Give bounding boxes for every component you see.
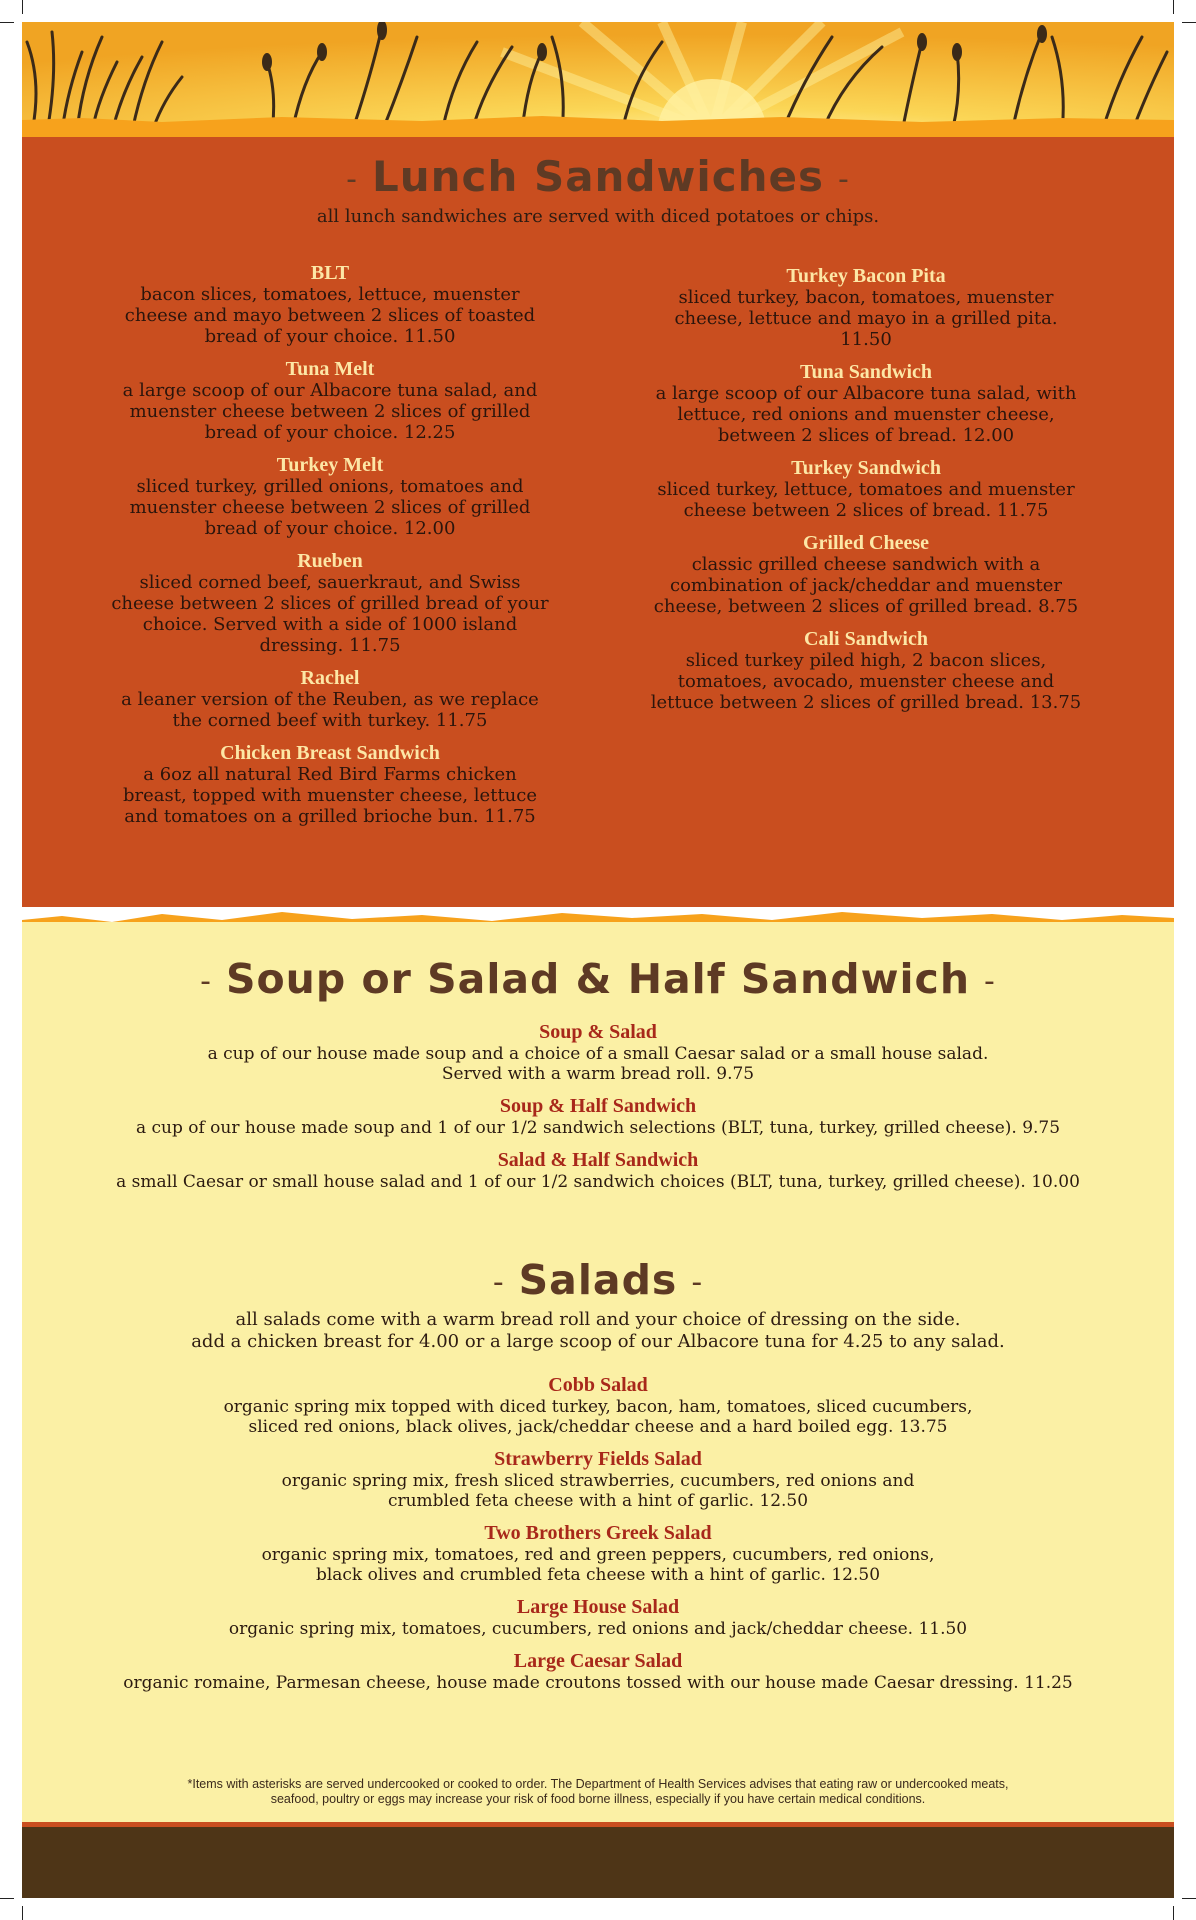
menu-item-name: Large House Salad <box>516 1596 680 1618</box>
menu-item-description: sliced turkey, bacon, tomatoes, muenster cheese, lettuce and mayo in a grilled pita. 11.50 <box>674 287 1058 350</box>
crop-mark <box>0 1898 14 1899</box>
menu-item-name: Cali Sandwich <box>804 628 928 650</box>
menu-item-description-line: organic spring mix, tomatoes, red and green peppers, cucumbers, red onions, <box>261 1545 935 1565</box>
menu-item-description-line: organic spring mix, tomatoes, cucumbers, red onions and jack/cheddar cheese. 11.50 <box>228 1619 968 1639</box>
menu-item-description: sliced turkey piled high, 2 bacon slices, tomatoes, avocado, muenster cheese and lettuce between 2 slices of grilled bread. 13.75 <box>650 650 1082 713</box>
menu-item-description: sliced turkey, grilled onions, tomatoes and muenster cheese between 2 slices of grilled bread of your choice. 12.00 <box>129 476 531 539</box>
menu-item-name: Rueben <box>297 550 363 572</box>
sunset-grass-illustration <box>22 22 1174 147</box>
salads-title-text: Salads <box>518 1256 678 1304</box>
footer-band <box>22 1827 1174 1898</box>
menu-item <box>646 532 1086 617</box>
menu-item-description-line: black olives and crumbled feta cheese with a hint of garlic. 12.50 <box>315 1565 881 1585</box>
soup-title <box>22 954 1174 1007</box>
menu-item-name: Cobb Salad <box>548 1374 648 1396</box>
menu-item <box>646 361 1086 446</box>
title-dash: - <box>838 161 850 197</box>
menu-item-description-line: crumbled feta cheese with a hint of garlic. 12.50 <box>387 1491 809 1511</box>
menu-item <box>646 265 1086 350</box>
crop-mark <box>22 1906 23 1920</box>
menu-item-description-line: organic romaine, Parmesan cheese, house made croutons tossed with our house made Caesar dressing. 11.25 <box>123 1673 1073 1693</box>
crop-mark <box>1173 1906 1174 1920</box>
menu-item <box>110 262 550 347</box>
salads-intro-line-2: add a chicken breast for 4.00 or a large scoop of our Albacore tuna for 4.25 to any salad. <box>191 1331 1005 1352</box>
disclaimer-line-2: seafood, poultry or eggs may increase your risk of food borne illness, especially if you have certain medical conditions. <box>270 1792 926 1806</box>
menu-item-description-line: a cup of our house made soup and a choice of a small Caesar salad or a small house salad. <box>207 1044 989 1064</box>
salad-items <box>22 1373 1174 1703</box>
menu-item-description-line: sliced red onions, black olives, jack/cheddar cheese and a hard boiled egg. 13.75 <box>248 1417 948 1437</box>
menu-item <box>22 1373 1174 1437</box>
menu-item-description-line: organic spring mix topped with diced turkey, bacon, ham, tomatoes, sliced cucumbers, <box>223 1397 973 1417</box>
menu-item-name: Tuna Melt <box>285 358 375 380</box>
menu-item <box>110 358 550 443</box>
sunset-grass-banner <box>22 22 1174 142</box>
crop-mark <box>1182 1898 1196 1899</box>
crop-mark <box>22 0 23 14</box>
lunch-subtitle: all lunch sandwiches are served with diced potatoes or chips. <box>316 206 880 227</box>
crop-mark <box>1182 22 1196 23</box>
menu-item-name: Rachel <box>300 667 360 689</box>
salads-title <box>22 1255 1174 1308</box>
menu-item <box>110 742 550 827</box>
menu-item <box>646 457 1086 521</box>
menu-item <box>646 628 1086 713</box>
menu-item <box>22 1020 1174 1084</box>
title-dash: - <box>691 1265 704 1300</box>
menu-item-name: Soup & Salad <box>539 1021 657 1043</box>
menu-item-name: Strawberry Fields Salad <box>494 1448 702 1470</box>
soup-items <box>22 1020 1174 1202</box>
title-dash: - <box>200 964 212 999</box>
menu-item-name: Turkey Sandwich <box>791 457 941 479</box>
menu-item-name: Turkey Bacon Pita <box>786 265 946 287</box>
menu-item-name: BLT <box>310 262 350 284</box>
menu-page <box>22 22 1174 1898</box>
menu-item-description: a large scoop of our Albacore tuna salad, with lettuce, red onions and muenster cheese, between 2 slices of bread. 12.00 <box>655 383 1077 446</box>
soup-title-text: Soup or Salad & Half Sandwich <box>225 955 971 1003</box>
menu-item-description: a large scoop of our Albacore tuna salad, and muenster cheese between 2 slices of grilled bread of your choice. 12.25 <box>122 380 538 443</box>
menu-item-description: sliced turkey, lettuce, tomatoes and muenster cheese between 2 slices of bread. 11.75 <box>657 479 1075 521</box>
menu-item-description: sliced corned beef, sauerkraut, and Swiss cheese between 2 slices of grilled bread of your choice. Served with a side of 1000 island dressing. 11.75 <box>111 572 549 656</box>
title-dash: - <box>984 964 996 999</box>
menu-item-description: a 6oz all natural Red Bird Farms chicken breast, topped with muenster cheese, lettuce and tomatoes on a grilled brioche bun. 11.75 <box>122 764 538 827</box>
health-disclaimer <box>22 1777 1174 1807</box>
menu-item-description-line: a cup of our house made soup and 1 of our 1/2 sandwich selections (BLT, tuna, turkey, grilled cheese). 9.75 <box>135 1118 1061 1138</box>
menu-item-name: Turkey Melt <box>276 454 384 476</box>
menu-item-name: Salad & Half Sandwich <box>497 1149 699 1171</box>
menu-item <box>22 1094 1174 1138</box>
lunch-title <box>22 152 1174 205</box>
menu-item-description-line: organic spring mix, fresh sliced strawberries, cucumbers, red onions and <box>281 1471 915 1491</box>
menu-item <box>22 1595 1174 1639</box>
menu-item-name: Grilled Cheese <box>802 532 930 554</box>
title-dash: - <box>492 1265 505 1300</box>
menu-item-description: classic grilled cheese sandwich with a combination of jack/cheddar and muenster cheese, between 2 slices of grilled bread. 8.75 <box>653 554 1079 617</box>
menu-item-description: bacon slices, tomatoes, lettuce, muenster cheese and mayo between 2 slices of toasted bread of your choice. 11.50 <box>124 284 536 347</box>
salads-intro-line-1: all salads come with a warm bread roll and your choice of dressing on the side. <box>235 1309 961 1330</box>
menu-item <box>22 1148 1174 1192</box>
menu-item-name: Large Caesar Salad <box>513 1650 683 1672</box>
menu-item <box>22 1521 1174 1585</box>
crop-mark <box>1173 0 1174 14</box>
menu-item-name: Chicken Breast Sandwich <box>220 742 440 764</box>
menu-item-description-line: a small Caesar or small house salad and 1 of our 1/2 sandwich choices (BLT, tuna, turkey, grilled cheese). 10.00 <box>116 1172 1080 1192</box>
menu-item <box>110 454 550 539</box>
menu-item <box>22 1447 1174 1511</box>
menu-item-name: Tuna Sandwich <box>799 361 933 383</box>
menu-item-description-line: Served with a warm bread roll. 9.75 <box>441 1064 755 1084</box>
lunch-left-column <box>110 262 550 838</box>
menu-item <box>22 1649 1174 1693</box>
lunch-right-column <box>646 265 1086 724</box>
crop-mark <box>0 22 14 23</box>
title-dash: - <box>346 161 358 197</box>
menu-item <box>110 667 550 731</box>
menu-item-description: a leaner version of the Reuben, as we replace the corned beef with turkey. 11.75 <box>121 689 539 731</box>
menu-item-name: Two Brothers Greek Salad <box>484 1522 712 1544</box>
menu-item-name: Soup & Half Sandwich <box>499 1095 697 1117</box>
lunch-title-text: Lunch Sandwiches <box>371 152 825 201</box>
menu-item <box>110 550 550 656</box>
disclaimer-line-1: *Items with asterisks are served undercooked or cooked to order. The Department of Health Services advises that eating raw or undercooked meats, <box>187 1777 1009 1791</box>
